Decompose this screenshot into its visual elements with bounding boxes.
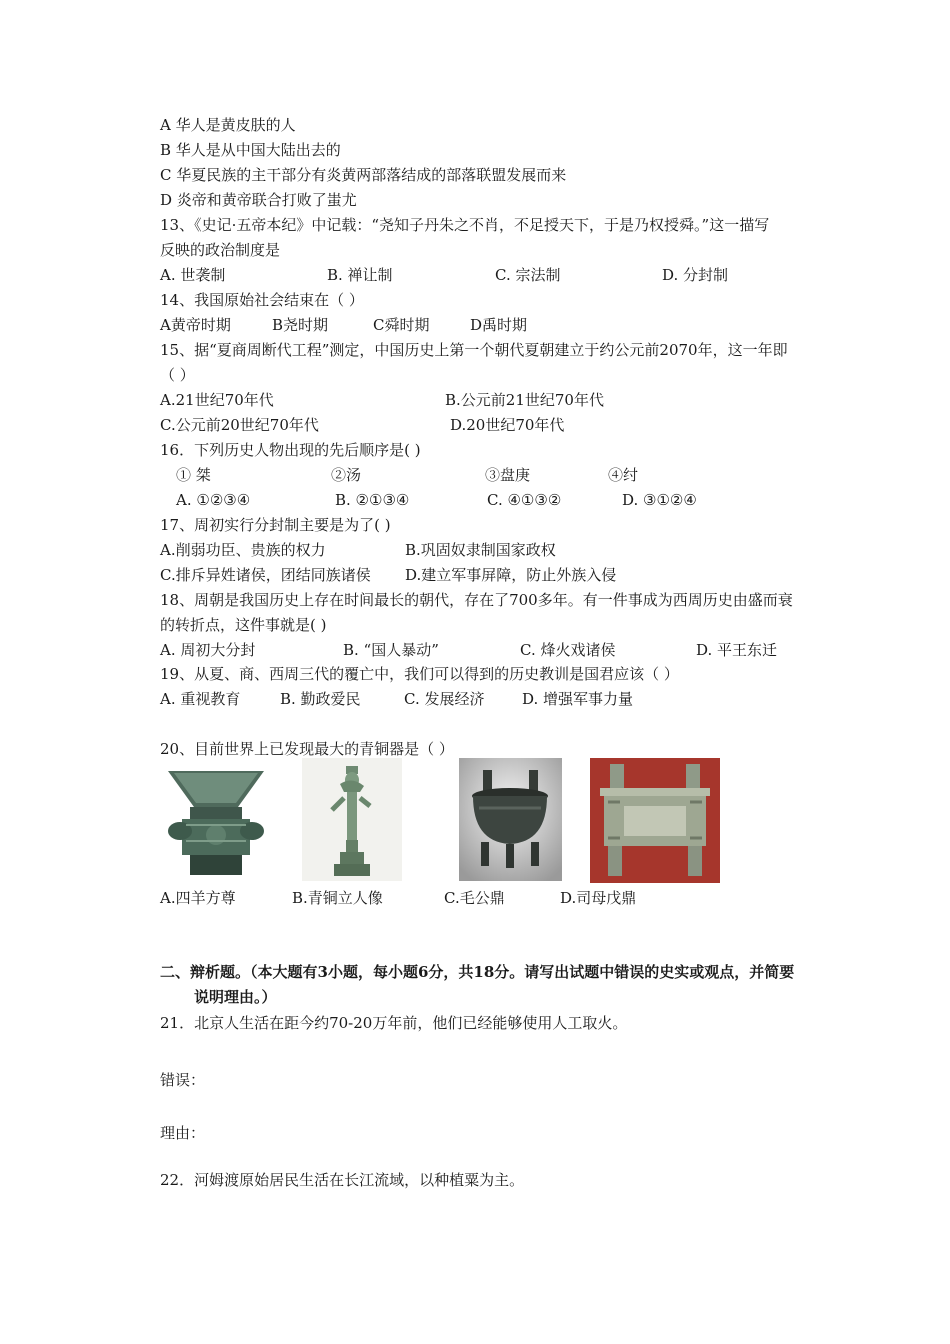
q14-option-b: B尧时期 — [272, 316, 329, 334]
q15-option-d: D.20世纪70年代 — [450, 416, 565, 434]
q16-stem: 16．下列历史人物出现的先后顺序是( ) — [160, 441, 421, 459]
q15-option-c: C.公元前20世纪70年代 — [160, 416, 319, 434]
four-ram-zun-image — [160, 765, 272, 880]
q16-option-c: C. ④①③② — [487, 491, 562, 509]
q17-option-c: C.排斥异姓诸侯，团结同族诸侯 — [160, 566, 371, 584]
q17-stem: 17、周初实行分封制主要是为了( ) — [160, 516, 391, 534]
q17-option-b: B.巩固奴隶制国家政权 — [405, 541, 556, 559]
q15-stem-line2: （ ） — [160, 366, 195, 384]
section2-title-line2: 说明理由。） — [194, 988, 277, 1006]
q18-option-d: D. 平王东迁 — [696, 641, 778, 659]
q16-item-1: ① 桀 — [176, 466, 211, 484]
q18-stem-line2: 的转折点，这件事就是( ) — [160, 616, 327, 634]
q19-stem: 19、从夏、商、西周三代的覆亡中，我们可以得到的历史教训是国君应该（ ） — [160, 665, 679, 683]
q15-stem-line1: 15、据“夏商周断代工程”测定，中国历史上第一个朝代夏朝建立于约公元前2070年，这一年即 — [160, 341, 788, 359]
q15-option-b: B.公元前21世纪70年代 — [445, 391, 604, 409]
q14-option-d: D禹时期 — [470, 316, 528, 334]
q13-option-d: D. 分封制 — [662, 266, 729, 284]
q19-option-d: D. 增强军事力量 — [522, 690, 634, 708]
q16-item-2: ②汤 — [331, 466, 362, 484]
q18-option-a: A. 周初大分封 — [160, 641, 256, 659]
q12-option-c: C 华夏民族的主干部分有炎黄两部落结成的部落联盟发展而来 — [160, 166, 567, 184]
section2-title-line1: 二、辩析题。（本大题有3小题，每小题6分，共18分。请写出试题中错误的史实或观点，并简要 — [160, 963, 795, 981]
q13-option-c: C. 宗法制 — [495, 266, 561, 284]
q19-option-b: B. 勤政爱民 — [280, 690, 361, 708]
q18-stem-line1: 18、周朝是我国历史上存在时间最长的朝代，存在了700多年。有一件事成为西周历史由盛而衰 — [160, 591, 793, 609]
q18-option-c: C. 烽火戏诸侯 — [520, 641, 616, 659]
q17-option-a: A.削弱功臣、贵族的权力 — [160, 541, 326, 559]
q14-option-a: A黄帝时期 — [160, 316, 231, 334]
q16-option-a: A. ①②③④ — [176, 491, 251, 509]
q20-option-b: B.青铜立人像 — [292, 889, 383, 907]
q16-item-3: ③盘庚 — [485, 466, 531, 484]
q16-option-b: B. ②①③④ — [335, 491, 410, 509]
q22-stem: 22．河姆渡原始居民生活在长江流域，以种植粟为主。 — [160, 1171, 525, 1189]
q12-option-d: D 炎帝和黄帝联合打败了蚩尤 — [160, 191, 357, 209]
q13-stem-line1: 13、《史记·五帝本纪》中记载：“尧知子丹朱之不肖，不足授天下，于是乃权授舜。”这一描写 — [160, 216, 770, 234]
q13-stem-line2: 反映的政治制度是 — [160, 241, 281, 259]
q13-option-b: B. 禅让制 — [327, 266, 393, 284]
q20-option-c: C.毛公鼎 — [444, 889, 505, 907]
q20-option-a: A.四羊方尊 — [160, 889, 236, 907]
q20-stem: 20、目前世界上已发现最大的青铜器是（ ） — [160, 740, 454, 758]
q14-stem: 14、我国原始社会结束在（ ） — [160, 291, 364, 309]
q15-option-a: A.21世纪70年代 — [160, 391, 274, 409]
mao-gong-ding-image — [459, 758, 562, 881]
q19-option-c: C. 发展经济 — [404, 690, 485, 708]
q16-option-d: D. ③①②④ — [622, 491, 697, 509]
q21-error-label: 错误： — [160, 1071, 206, 1089]
q19-option-a: A. 重视教育 — [160, 690, 241, 708]
q13-option-a: A. 世袭制 — [160, 266, 226, 284]
q12-option-b: B 华人是从中国大陆出去的 — [160, 141, 341, 159]
simuwu-ding-image — [590, 758, 720, 883]
q16-item-4: ④纣 — [608, 466, 639, 484]
q17-option-d: D.建立军事屏障，防止外族入侵 — [405, 566, 617, 584]
q20-option-d: D.司母戊鼎 — [560, 889, 637, 907]
q21-stem: 21．北京人生活在距今约70-20万年前，他们已经能够使用人工取火。 — [160, 1014, 628, 1032]
q12-option-a: A 华人是黄皮肤的人 — [160, 116, 296, 134]
q21-reason-label: 理由： — [160, 1124, 206, 1142]
bronze-standing-figure-image — [302, 758, 402, 881]
q14-option-c: C舜时期 — [373, 316, 430, 334]
q18-option-b: B. “国人暴动” — [343, 641, 439, 659]
